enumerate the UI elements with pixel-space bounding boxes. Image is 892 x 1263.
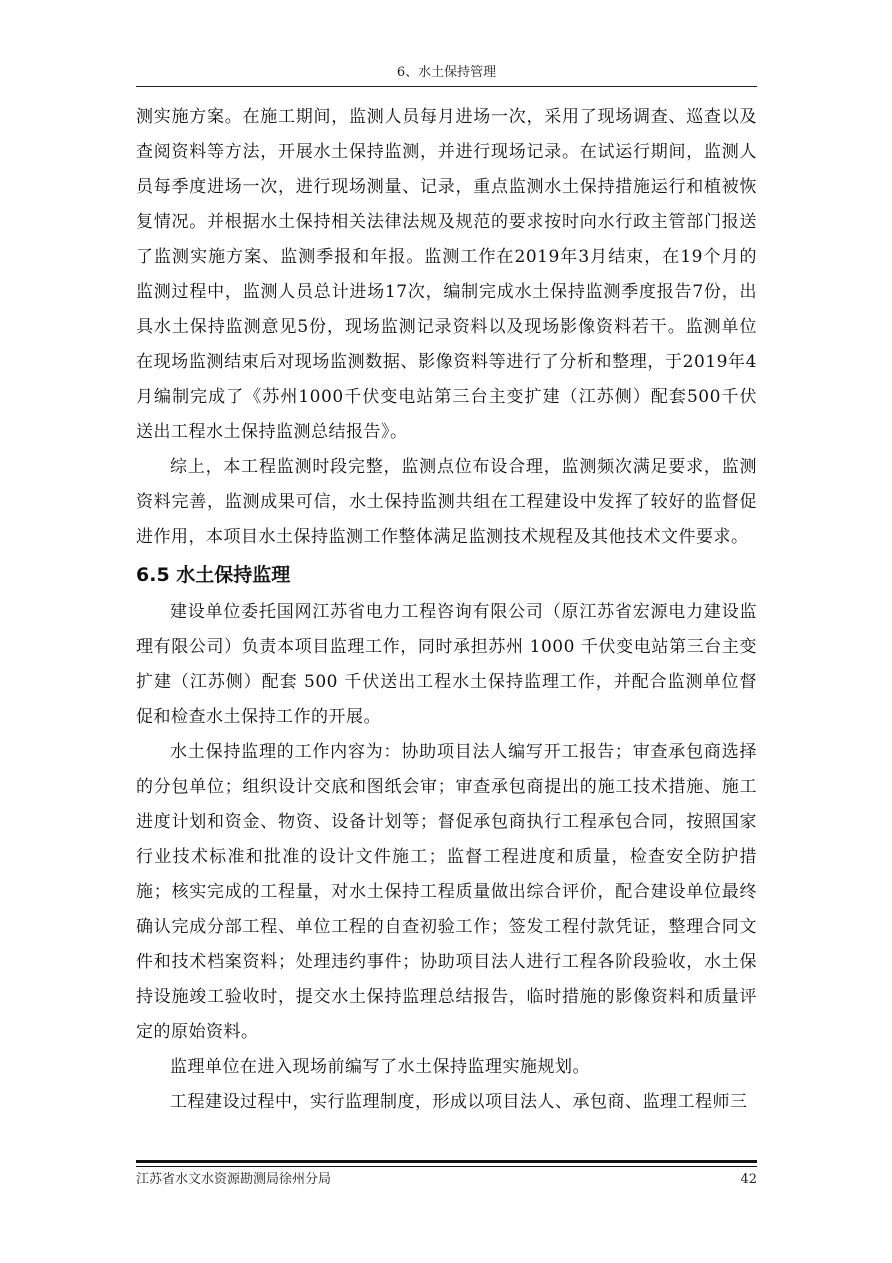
footer-organization: 江苏省水文水资源勘测局徐州分局	[136, 1172, 332, 1187]
page-number: 42	[740, 1172, 757, 1187]
page-header-title: 6、水土保持管理	[396, 65, 497, 80]
footer-divider-thick	[136, 1160, 757, 1163]
paragraph-supervision-unit: 建设单位委托国网江苏省电力工程咨询有限公司（原江苏省宏源电力建设监理有限公司）负责本项目监理工作，同时承担苏州 1000 千伏变电站第三台主变扩建（江苏侧）配套 500 千伏送出工程水土保持监理工作，并配合监测单位督促和检查水土保持工作的开展。	[136, 602, 757, 727]
paragraph-monitoring-summary: 综上，本工程监测时段完整，监测点位布设合理，监测频次满足要求，监测资料完善，监测成果可信，水土保持监测共组在工程建设中发挥了较好的监督促进作用，本项目水土保持监测工作整体满足监测技术规程及其他技术文件要求。	[136, 457, 757, 547]
paragraph-supervision-plan: 监理单位在进入现场前编写了水土保持监理实施规划。	[170, 1057, 590, 1077]
paragraph-supervision-content: 水土保持监理的工作内容为：协助项目法人编写开工报告；审查承包商选择的分包单位；组织设计交底和图纸会审；审查承包商提出的施工技术措施、施工进度计划和资金、物资、设备计划等；督促承包商执行工程承包合同，按照国家行业技术标准和批准的设计文件施工；监督工程进度和质量，检查安全防护措施；核实完成的工程量，对水土保持工程质量做出综合评价，配合建设单位最终确认完成分部工程、单位工程的自查初验工作；签发工程付款凭证，整理合同文件和技术档案资料；处理违约事件；协助项目法人进行工程各阶段验收，水土保持设施竣工验收时，提交水土保持监理总结报告，临时措施的影像资料和质量评定的原始资料。	[136, 742, 757, 1042]
document-body	[136, 100, 757, 1120]
paragraph-supervision-system: 工程建设过程中，实行监理制度，形成以项目法人、承包商、监理工程师三	[170, 1092, 748, 1112]
footer-divider-thin	[136, 1166, 757, 1167]
header-divider	[136, 86, 757, 87]
paragraph-monitoring-process: 测实施方案。在施工期间，监测人员每月进场一次，采用了现场调查、巡查以及查阅资料等方法，开展水土保持监测，并进行现场记录。在试运行期间，监测人员每季度进场一次，进行现场测量、记录，重点监测水土保持措施运行和植被恢复情况。并根据水土保持相关法律法规及规范的要求按时向水行政主管部门报送了监测实施方案、监测季报和年报。监测工作在2019年3月结束，在19个月的监测过程中，监测人员总计进场17次，编制完成水土保持监测季度报告7份，出具水土保持监测意见5份，现场监测记录资料以及现场影像资料若干。监测单位在现场监测结束后对现场监测数据、影像资料等进行了分析和整理，于2019年4月编制完成了《苏州1000千伏变电站第三台主变扩建（江苏侧）配套500千伏送出工程水土保持监测总结报告》。	[136, 107, 757, 442]
section-heading-supervision: 6.5 水土保持监理	[136, 564, 291, 586]
